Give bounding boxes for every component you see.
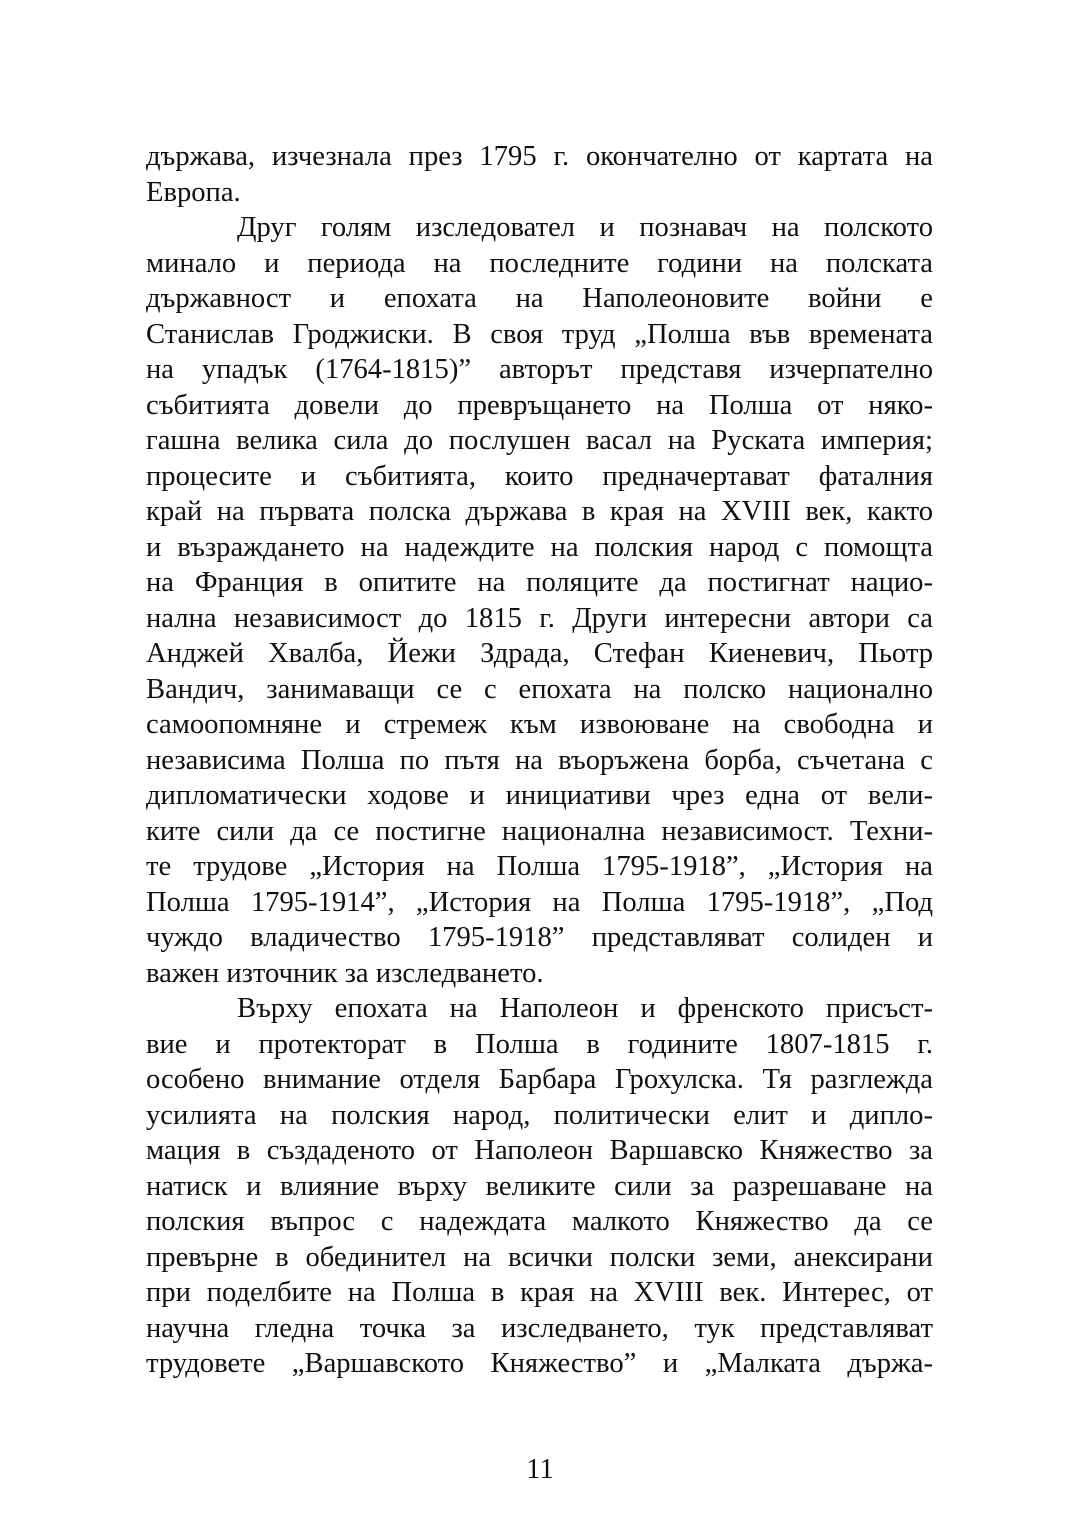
text-line: Анджей Хвалба, Йежи Здрада, Стефан Киеневич, Пьотр xyxy=(146,638,933,669)
text-line: гашна велика сила до послушен васал на Руската империя; xyxy=(146,425,933,456)
text-line: при поделбите на Полша в края на XVIII век. Интерес, от xyxy=(146,1277,933,1308)
text-line: трудовете „Варшавското Княжество” и „Малката държа- xyxy=(146,1348,933,1379)
text-line: дипломатически ходове и инициативи чрез една от вели- xyxy=(146,780,933,811)
text-line: на упадък (1764-1815)” авторът представя изчерпателно xyxy=(146,354,933,385)
text-line: минало и периода на последните години на полската xyxy=(146,247,933,279)
text-line: те трудове „История на Полша 1795-1918”, „История на xyxy=(146,851,933,882)
text-line: натиск и влияние върху великите сили за разрешаване на xyxy=(146,1170,933,1202)
text-line: усилията на полския народ, политически елит и дипло- xyxy=(146,1099,933,1131)
text-line: Вандич, занимаващи се с епохата на полско национално xyxy=(146,673,933,705)
text-line: нална независимост до 1815 г. Други интересни автори са xyxy=(146,602,933,634)
paragraph-2 xyxy=(146,210,933,991)
text-line: държава, изчезнала през 1795 г. окончателно от картата на xyxy=(146,141,933,172)
text-line: чуждо владичество 1795-1918” представляват солиден и xyxy=(146,922,933,953)
text-line: Станислав Гроджиски. В своя труд „Полша във времената xyxy=(146,318,933,350)
text-line: Върху епохата на Наполеон и френското присъст- xyxy=(237,993,933,1024)
text-line: Европа. xyxy=(146,176,241,208)
text-line: събитията довели до превръщането на Полша от няко- xyxy=(146,389,933,421)
text-line: държавност и епохата на Наполеоновите войни е xyxy=(146,283,933,314)
text-line: самоопомняне и стремеж към извоюване на свободна и xyxy=(146,709,933,740)
page-number: 11 xyxy=(526,1454,554,1485)
text-line: процесите и събитията, които предначертават фаталния xyxy=(146,460,933,492)
text-line: полския въпрос с надеждата малкото Княжество да се xyxy=(146,1206,933,1237)
text-line: и възраждането на надеждите на полския народ с помощта xyxy=(146,531,933,563)
text-line: Полша 1795-1914”, „История на Полша 1795-1918”, „Под xyxy=(146,886,933,918)
text-line: край на първата полска държава в края на XVIII век, както xyxy=(146,496,933,527)
text-line: мация в създаденото от Наполеон Варшавско Княжество за xyxy=(146,1135,933,1166)
paragraph-1 xyxy=(146,139,933,210)
text-line: ките сили да се постигне национална независимост. Техни- xyxy=(146,815,933,847)
text-line: независима Полша по пътя на въоръжена борба, съчетана с xyxy=(146,744,933,776)
text-line: особено внимание отделя Барбара Грохулска. Тя разглежда xyxy=(146,1064,933,1095)
text-line: на Франция в опитите на поляците да постигнат нацио- xyxy=(146,567,933,598)
text-line: Друг голям изследовател и познавач на полското xyxy=(237,212,933,243)
paragraph-3 xyxy=(146,991,933,1382)
text-line: научна гледна точка за изследването, тук представляват xyxy=(146,1312,933,1344)
text-line: важен източник за изследването. xyxy=(146,957,544,989)
text-line: превърне в обединител на всички полски земи, анексирани xyxy=(146,1241,933,1273)
text-line: вие и протекторат в Полша в годините 1807-1815 г. xyxy=(146,1028,933,1060)
body-text xyxy=(146,139,933,1382)
